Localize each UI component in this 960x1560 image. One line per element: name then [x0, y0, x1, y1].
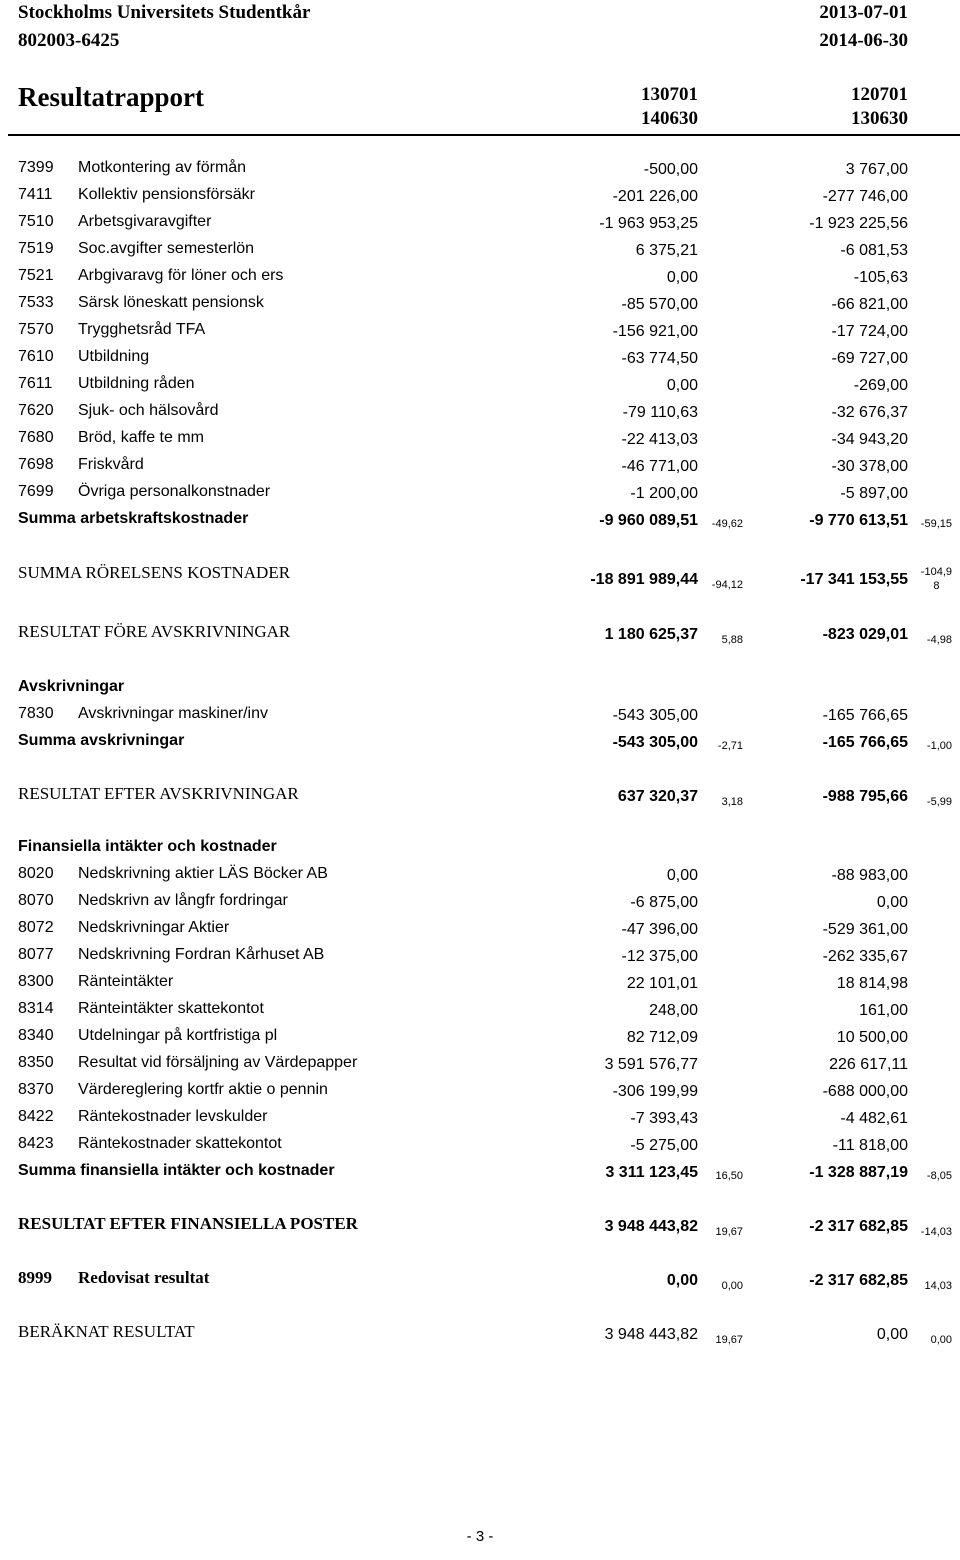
table-row: [0, 1054, 960, 1081]
table-row: [0, 483, 960, 510]
row-percent-previous: 14,03: [924, 1280, 952, 1292]
result-after-financial-row: [0, 1214, 960, 1241]
table-row: [0, 1000, 960, 1027]
row-value-current: -543 305,00: [612, 734, 698, 751]
row-value-current: -156 921,00: [612, 323, 698, 340]
org-name: Stockholms Universitets Studentkår: [18, 2, 311, 23]
row-name: Nedskrivning aktier LÄS Böcker AB: [78, 865, 328, 882]
row-account: 7830: [18, 705, 54, 722]
row-account: 7521: [18, 267, 54, 284]
row-account: 8340: [18, 1027, 54, 1044]
row-name: Trygghetsråd TFA: [78, 321, 206, 338]
table-row: [0, 213, 960, 240]
row-name: Kollektiv pensionsförsäkr: [78, 186, 255, 203]
row-account: 7570: [18, 321, 54, 338]
row-value-current: -22 413,03: [621, 431, 698, 448]
row-name: Utbildning råden: [78, 375, 195, 392]
row-account: 8077: [18, 946, 54, 963]
sum-operating-row: [0, 563, 960, 603]
row-value-previous: 10 500,00: [836, 1029, 908, 1046]
row-value-previous: -32 676,37: [831, 404, 908, 421]
row-value-current: 248,00: [649, 1002, 698, 1019]
row-account: 8072: [18, 919, 54, 936]
row-percent-previous: -59,15: [920, 518, 952, 530]
row-account: 7680: [18, 429, 54, 446]
col2-header-start: 120701: [851, 84, 908, 105]
row-percent-previous: -5,99: [926, 796, 952, 808]
row-percent-previous: -1,00: [926, 740, 952, 752]
row-account: 7620: [18, 402, 54, 419]
row-value-previous: -529 361,00: [822, 921, 908, 938]
table-row: [0, 348, 960, 375]
row-value-previous: -269,00: [853, 377, 908, 394]
row-account: 8999: [18, 1268, 52, 1287]
row-value-previous: -69 727,00: [831, 350, 908, 367]
percent-line-1: -104,9: [920, 566, 952, 578]
table-row: [0, 892, 960, 919]
row-name: Summa arbetskraftskostnader: [18, 510, 249, 527]
row-account: 8350: [18, 1054, 54, 1071]
row-percent-current: 5,88: [721, 634, 743, 646]
row-account: 7699: [18, 483, 54, 500]
row-value-current: -12 375,00: [621, 948, 698, 965]
row-value-current: 3 591 576,77: [604, 1056, 698, 1073]
table-row: [0, 946, 960, 973]
row-value-previous: -823 029,01: [822, 626, 908, 643]
row-name: Ränteintäkter: [78, 973, 174, 990]
row-value-current: -9 960 089,51: [599, 512, 698, 529]
row-value-current: 3 948 443,82: [604, 1326, 698, 1343]
row-name: RESULTAT FÖRE AVSKRIVNINGAR: [18, 622, 291, 641]
table-row: [0, 186, 960, 213]
row-percent-current: 0,00: [721, 1280, 743, 1292]
org-number: 802003-6425: [18, 30, 120, 51]
row-name: Värdereglering kortfr aktie o pennin: [78, 1081, 328, 1098]
row-name: Särsk löneskatt pensionsk: [78, 294, 264, 311]
table-row: [0, 159, 960, 186]
report-title: Resultatrapport: [18, 82, 204, 112]
row-value-previous: -5 897,00: [840, 485, 908, 502]
table-row: [0, 705, 960, 732]
row-name: Nedskrivn av långfr fordringar: [78, 892, 288, 909]
table-row: [0, 240, 960, 267]
row-percent-previous: 0,00: [930, 1334, 952, 1346]
row-name: Utdelningar på kortfristiga pl: [78, 1027, 278, 1044]
row-value-previous: -11 818,00: [832, 1137, 908, 1154]
financial-heading: Finansiella intäkter och kostnader: [18, 838, 277, 855]
row-value-current: -7 393,43: [630, 1110, 698, 1127]
row-value-previous: -88 983,00: [831, 867, 908, 884]
table-row: [0, 294, 960, 321]
table-row: [0, 321, 960, 348]
row-account: 8370: [18, 1081, 54, 1098]
table-row: [0, 865, 960, 892]
row-value-current: -18 891 989,44: [590, 571, 698, 588]
row-value-current: -47 396,00: [621, 921, 698, 938]
row-value-previous: -165 766,65: [822, 734, 908, 751]
row-account: 7611: [18, 375, 53, 392]
row-name: Arbetsgivaravgifter: [78, 213, 212, 230]
row-percent-current: 3,18: [721, 796, 743, 808]
table-row: [0, 1027, 960, 1054]
row-account: 8423: [18, 1135, 54, 1152]
page-number: - 3 -: [466, 1528, 494, 1545]
row-value-current: -1 200,00: [630, 485, 698, 502]
calculated-result-row: [0, 1322, 960, 1349]
row-value-previous: -9 770 613,51: [809, 512, 908, 529]
row-name: Summa finansiella intäkter och kostnader: [18, 1162, 335, 1179]
table-row: [0, 375, 960, 402]
row-name: Sjuk- och hälsovård: [78, 402, 219, 419]
row-value-current: 3 311 123,45: [605, 1164, 698, 1181]
row-value-previous: -165 766,65: [822, 707, 908, 724]
row-value-previous: -105,63: [853, 269, 908, 286]
row-value-current: 6 375,21: [635, 242, 698, 259]
table-row: [0, 456, 960, 483]
row-value-previous: -2 317 682,85: [809, 1218, 908, 1235]
row-value-current: -85 570,00: [621, 296, 698, 313]
row-value-current: -500,00: [643, 161, 698, 178]
row-value-previous: -262 335,67: [822, 948, 908, 965]
row-value-previous: -17 341 153,55: [800, 571, 908, 588]
reported-result-row: [0, 1268, 960, 1295]
table-row: [0, 402, 960, 429]
row-name: Friskvård: [78, 456, 144, 473]
row-value-previous: -6 081,53: [840, 242, 908, 259]
row-value-previous: -34 943,20: [831, 431, 908, 448]
row-value-previous: -1 923 225,56: [809, 215, 908, 232]
row-name: Soc.avgifter semesterlön: [78, 240, 255, 257]
row-percent-current: 19,67: [715, 1334, 743, 1346]
result-before-depreciation-row: [0, 622, 960, 649]
row-value-current: 0,00: [666, 867, 698, 884]
row-percent-previous: -14,03: [920, 1226, 952, 1238]
row-name: Nedskrivningar Aktier: [78, 919, 230, 936]
sum-financial-row: [0, 1162, 960, 1189]
row-value-current: -46 771,00: [621, 458, 698, 475]
row-account: 7519: [18, 240, 54, 257]
table-row: [0, 919, 960, 946]
header-divider: [8, 134, 960, 136]
row-percent-current: -2,71: [717, 740, 743, 752]
row-value-current: 0,00: [666, 377, 698, 394]
row-value-previous: -277 746,00: [822, 188, 908, 205]
row-name: Övriga personalkonstnader: [78, 483, 271, 500]
period-start: 2013-07-01: [819, 2, 908, 23]
period-end: 2014-06-30: [819, 30, 908, 51]
row-value-previous: 161,00: [859, 1002, 908, 1019]
row-percent-current: 16,50: [715, 1170, 743, 1182]
row-account: 8020: [18, 865, 54, 882]
row-account: 7411: [18, 186, 53, 203]
row-value-current: 22 101,01: [626, 975, 698, 992]
sum-depreciation-row: [0, 732, 960, 759]
row-value-current: -306 199,99: [612, 1083, 698, 1100]
row-value-previous: -66 821,00: [831, 296, 908, 313]
row-value-current: -201 226,00: [612, 188, 698, 205]
row-name: RESULTAT EFTER AVSKRIVNINGAR: [18, 784, 299, 803]
row-account: 7533: [18, 294, 54, 311]
table-row: [0, 973, 960, 1000]
row-name: RESULTAT EFTER FINANSIELLA POSTER: [18, 1214, 358, 1233]
row-name: Summa avskrivningar: [18, 732, 185, 749]
row-name: BERÄKNAT RESULTAT: [18, 1322, 195, 1341]
row-account: 8300: [18, 973, 54, 990]
percent-line-2: 8: [933, 580, 940, 592]
row-name: Redovisat resultat: [78, 1268, 210, 1287]
row-value-current: -79 110,63: [622, 404, 698, 421]
row-value-previous: -30 378,00: [831, 458, 908, 475]
row-name: Nedskrivning Fordran Kårhuset AB: [78, 946, 325, 963]
table-row: [0, 267, 960, 294]
row-value-previous: -1 328 887,19: [809, 1164, 908, 1181]
row-name: Räntekostnader skattekontot: [78, 1135, 282, 1152]
row-value-current: -1 963 953,25: [599, 215, 698, 232]
row-percent-previous: -8,05: [926, 1170, 952, 1182]
row-account: 8422: [18, 1108, 54, 1125]
row-value-current: -63 774,50: [621, 350, 698, 367]
row-value-previous: 3 767,00: [845, 161, 908, 178]
row-account: 8314: [18, 1000, 54, 1017]
row-percent-current: -94,12: [711, 579, 743, 591]
row-value-current: 3 948 443,82: [604, 1218, 698, 1235]
row-value-current: -6 875,00: [630, 894, 698, 911]
result-after-depreciation-row: [0, 784, 960, 811]
row-value-previous: 0,00: [876, 1326, 908, 1343]
row-name: Räntekostnader levskulder: [78, 1108, 268, 1125]
col2-header-end: 130630: [851, 108, 908, 129]
row-value-current: 1 180 625,37: [604, 626, 698, 643]
row-value-previous: -2 317 682,85: [809, 1272, 908, 1289]
table-row: [0, 1081, 960, 1108]
row-name: Bröd, kaffe te mm: [78, 429, 204, 446]
row-percent-current: 19,67: [715, 1226, 743, 1238]
row-percent-previous: -4,98: [926, 634, 952, 646]
table-row: [0, 429, 960, 456]
table-row: [0, 1108, 960, 1135]
row-percent-previous: [921, 565, 952, 593]
row-name: Ränteintäkter skattekontot: [78, 1000, 264, 1017]
row-value-current: 0,00: [666, 1272, 698, 1289]
row-account: 7399: [18, 159, 54, 176]
col1-header-end: 140630: [641, 108, 698, 129]
row-value-current: -5 275,00: [630, 1137, 698, 1154]
row-name: Resultat vid försäljning av Värdepapper: [78, 1054, 358, 1071]
col1-header-start: 130701: [641, 84, 698, 105]
row-value-previous: -4 482,61: [840, 1110, 908, 1127]
row-value-current: 0,00: [666, 269, 698, 286]
row-value-previous: -688 000,00: [822, 1083, 908, 1100]
row-value-previous: 18 814,98: [836, 975, 908, 992]
sum-personnel-row: [0, 510, 960, 537]
row-name: Motkontering av förmån: [78, 159, 247, 176]
row-percent-current: -49,62: [711, 518, 743, 530]
table-row: [0, 1135, 960, 1162]
row-value-previous: 0,00: [876, 894, 908, 911]
row-name: Avskrivningar maskiner/inv: [78, 705, 268, 722]
row-value-previous: -17 724,00: [831, 323, 908, 340]
row-name: Arbgivaravg för löner och ers: [78, 267, 284, 284]
row-account: 7510: [18, 213, 54, 230]
row-value-previous: -988 795,66: [822, 788, 908, 805]
row-value-current: 637 320,37: [617, 788, 698, 805]
row-name: Utbildning: [78, 348, 150, 365]
depreciation-heading: Avskrivningar: [18, 678, 125, 695]
row-value-previous: 226 617,11: [829, 1056, 908, 1073]
row-account: 8070: [18, 892, 54, 909]
row-value-current: 82 712,09: [626, 1029, 698, 1046]
row-name: SUMMA RÖRELSENS KOSTNADER: [18, 563, 291, 582]
row-account: 7610: [18, 348, 54, 365]
row-account: 7698: [18, 456, 54, 473]
row-value-current: -543 305,00: [612, 707, 698, 724]
